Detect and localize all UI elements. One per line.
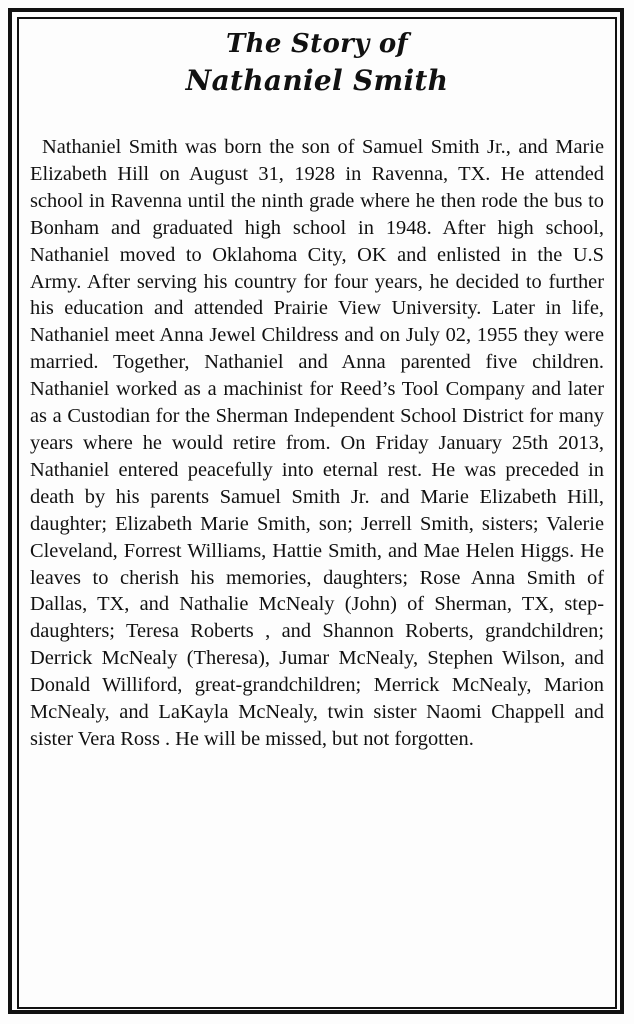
obituary-paragraph: Nathaniel Smith was born the son of Samuel Smith Jr., and Marie Elizabeth Hill on August 31, 1928 in Ravenna, TX. He attended school in Ravenna until the ninth grade where he then rode the bus to Bonham and graduated high school in 1948. After high school, Nathaniel moved to Oklahoma City, OK and enlisted in the U.S Army. After serving his country for four years, he decided to further his education and attended Prairie View University. Later in life, Nathaniel meet Anna Jewel Childress and on July 02, 1955 they were married. Together, Nathaniel and Anna parented five children. Nathaniel worked as a machinist for Reed’s Tool Company and later as a Custodian for the Sherman Independent School District for many years where he would retire from. On Friday January 25th 2013, Nathaniel entered peacefully into eternal rest. He was preceded in death by his parents Samuel Smith Jr. and Marie Elizabeth Hill, daughter; Elizabeth Marie Smith, son; Jerrell Smith, sisters; Valerie Cleveland, Forrest Williams, Hattie Smith, and Mae Helen Higgs. He leaves to cherish his memories, daughters; Rose Anna Smith of Dallas, TX, and Nathalie McNealy (John) of Sherman, TX, step-daughters; Teresa Roberts , and Shannon Roberts, grandchildren; Derrick McNealy (Theresa), Jumar McNealy, Stephen Wilson, and Donald Williford, great-grandchildren; Merrick McNealy, Marion McNealy, and LaKayla McNealy, twin sister Naomi Chappell and sister Vera Ross . He will be missed, but not forgotten. (30, 136, 604, 750)
title-line-2: Nathaniel Smith (185, 64, 449, 97)
obituary-text (30, 134, 604, 753)
title-line-1: The Story of (226, 29, 408, 59)
obituary-content (30, 26, 604, 996)
